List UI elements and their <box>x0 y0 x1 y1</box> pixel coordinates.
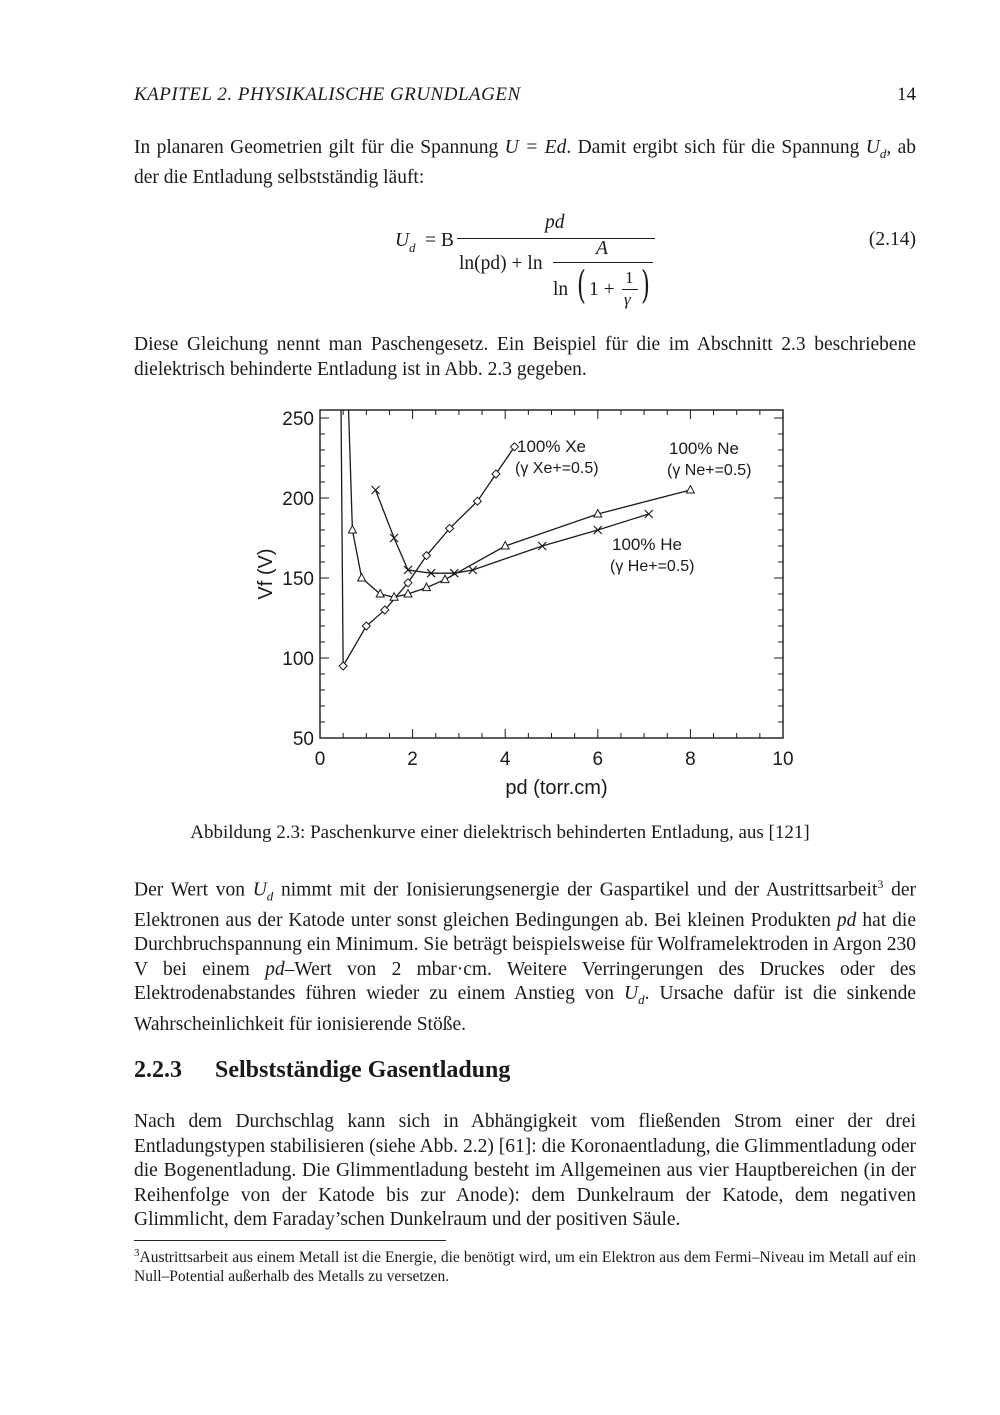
intro-text-b: . Damit ergibt sich für die Spannung <box>566 137 866 158</box>
paragraph-glimmentladung: Nach dem Durchschlag kann sich in Abhängigkeit vom fließenden Strom einer der drei Entladungstypen stabilisieren (siehe Abb. 2.2) [61]: die Koronaentladung, die Glimmentladung oder die Bogenentladung. Die Glimmentladung besteht im Allgemeinen aus vier Hauptbereichen (in der Reihenfolge von der Katode bis zur Anode): dem Dunkelraum der Katode, dem negativen Glimmlicht, dem Faraday’schen Dunkelraum und der positiven Säule. <box>134 1111 916 1230</box>
intro-math-sub: d <box>879 145 887 161</box>
marker-triangle <box>358 574 366 582</box>
eq-one-plus: 1 + <box>589 279 615 300</box>
p3-text-a: Der Wert von <box>134 879 253 901</box>
intro-text-a: In planaren Geometrien gilt für die Spannung <box>134 137 505 158</box>
paschen-chart <box>245 400 805 810</box>
y-tick-label: 150 <box>282 569 314 590</box>
eq-right-paren: ) <box>640 263 650 307</box>
eq-inner-ln: ln <box>553 279 569 300</box>
eq-lhs-sub: d <box>409 240 416 255</box>
paragraph-paschen: Diese Gleichung nennt man Paschengesetz. Ein Beispiel für die im Abschnitt 2.3 beschriebene dielektrisch behinderte Entladung ist in Abb. 2.3 gegeben. <box>134 334 916 380</box>
x-tick-label: 6 <box>592 749 604 770</box>
footnote <box>134 1244 916 1286</box>
x-tick-label: 10 <box>772 749 794 770</box>
footnote-text: Austrittsarbeit aus einem Metall ist die Energie, die benötigt wird, um ein Elektron aus dem Fermi–Niveau im Metall auf ein Null–Potential außerhalb des Metalls zu versetzen. <box>134 1249 916 1286</box>
p3-math-u2: U <box>624 983 639 1005</box>
series-label-2: 100% He <box>612 535 682 554</box>
page-number: 14 <box>897 84 916 105</box>
p3-math-sub2: d <box>638 992 645 1008</box>
figure-caption: Abbildung 2.3: Paschenkurve einer dielektrisch behinderten Entladung, aus [121] <box>190 822 810 843</box>
eq-inner-fraction-bar <box>553 262 653 263</box>
x-tick-label: 2 <box>407 749 418 770</box>
eq-one: 1 <box>625 268 634 287</box>
p3-text-f: . Ursache dafür ist die sinkende Wahrscheinlichkeit für ionisierende Stöße. <box>134 983 916 1035</box>
section-heading <box>134 1057 510 1084</box>
y-axis-label: Vf (V) <box>255 548 277 600</box>
p3-text-b: nimmt mit der Ionisierungsenergie der Gaspartikel und der Austrittsarbeit <box>273 879 878 901</box>
series-sublabel-1: (γ Ne+=0.5) <box>667 462 752 479</box>
footnote-rule <box>134 1240 446 1241</box>
marker-diamond <box>339 662 347 670</box>
intro-text-c: , ab der die Entladung selbstständig läuft: <box>134 137 917 189</box>
eq-inner-numerator: A <box>596 238 608 259</box>
p3-math-u: U <box>252 879 267 901</box>
intro-math-u: U <box>865 137 880 158</box>
series-sublabel-2: (γ He+=0.5) <box>610 558 695 575</box>
chart-layer <box>255 400 794 799</box>
eq-equals-b: = B <box>425 230 454 251</box>
equation-block <box>0 205 1000 320</box>
marker-diamond <box>492 470 500 478</box>
marker-triangle <box>686 486 694 494</box>
paragraph-ud <box>134 872 916 1037</box>
series-label-1: 100% Ne <box>669 439 739 458</box>
marker-triangle <box>441 575 449 583</box>
series-label-0: 100% Xe <box>517 437 586 456</box>
y-tick-label: 100 <box>282 649 314 670</box>
p3-math-pd: pd <box>836 909 857 931</box>
eq-denominator-left: ln(pd) + ln <box>459 253 543 274</box>
eq-gamma: γ <box>624 290 631 309</box>
series-line-2 <box>376 490 649 573</box>
p3-text-d: hat die Durchbruchspannung ein Minimum. Sie beträgt beispielsweise für Wolframelektroden in Argon 230 V bei einem <box>134 909 916 980</box>
footnote-mark: 3 <box>134 1247 140 1259</box>
y-tick-label: 200 <box>282 489 314 510</box>
p3-math-pd2: pd <box>265 958 285 980</box>
series-sublabel-0: (γ Xe+=0.5) <box>515 460 599 477</box>
x-axis-label: pd (torr.cm) <box>505 777 608 799</box>
eq-lhs-u: U <box>395 230 410 251</box>
marker-triangle <box>348 526 356 534</box>
eq-left-paren: ( <box>576 263 586 307</box>
marker-triangle <box>376 590 384 598</box>
p3-text-e: –Wert von 2 mbar·cm. Weitere Verringerungen des Druckes oder des Elektrodenabstandes führen wieder zu einem Anstieg von <box>134 958 916 1005</box>
intro-math-u-ed: U = Ed <box>504 137 567 158</box>
p3-text-c: der Elektronen aus der Katode unter sonst gleichen Bedingungen ab. Bei kleinen Produkten <box>134 879 917 931</box>
x-tick-label: 0 <box>314 749 326 770</box>
y-tick-label: 250 <box>282 409 314 430</box>
y-tick-label: 50 <box>292 729 314 750</box>
running-header: KAPITEL 2. PHYSIKALISCHE GRUNDLAGEN <box>134 84 521 105</box>
x-tick-label: 8 <box>685 749 696 770</box>
footnote-marker[interactable]: 3 <box>877 877 884 891</box>
section-number: 2.2.3 <box>134 1057 182 1083</box>
eq-main-fraction-bar <box>457 238 655 239</box>
equation-number: (2.14) <box>868 229 916 250</box>
section-title: Selbstständige Gasentladung <box>215 1057 511 1083</box>
intro-paragraph <box>134 136 916 191</box>
p3-math-sub: d <box>266 888 274 904</box>
eq-numerator: pd <box>545 212 565 233</box>
x-tick-label: 4 <box>499 749 511 770</box>
